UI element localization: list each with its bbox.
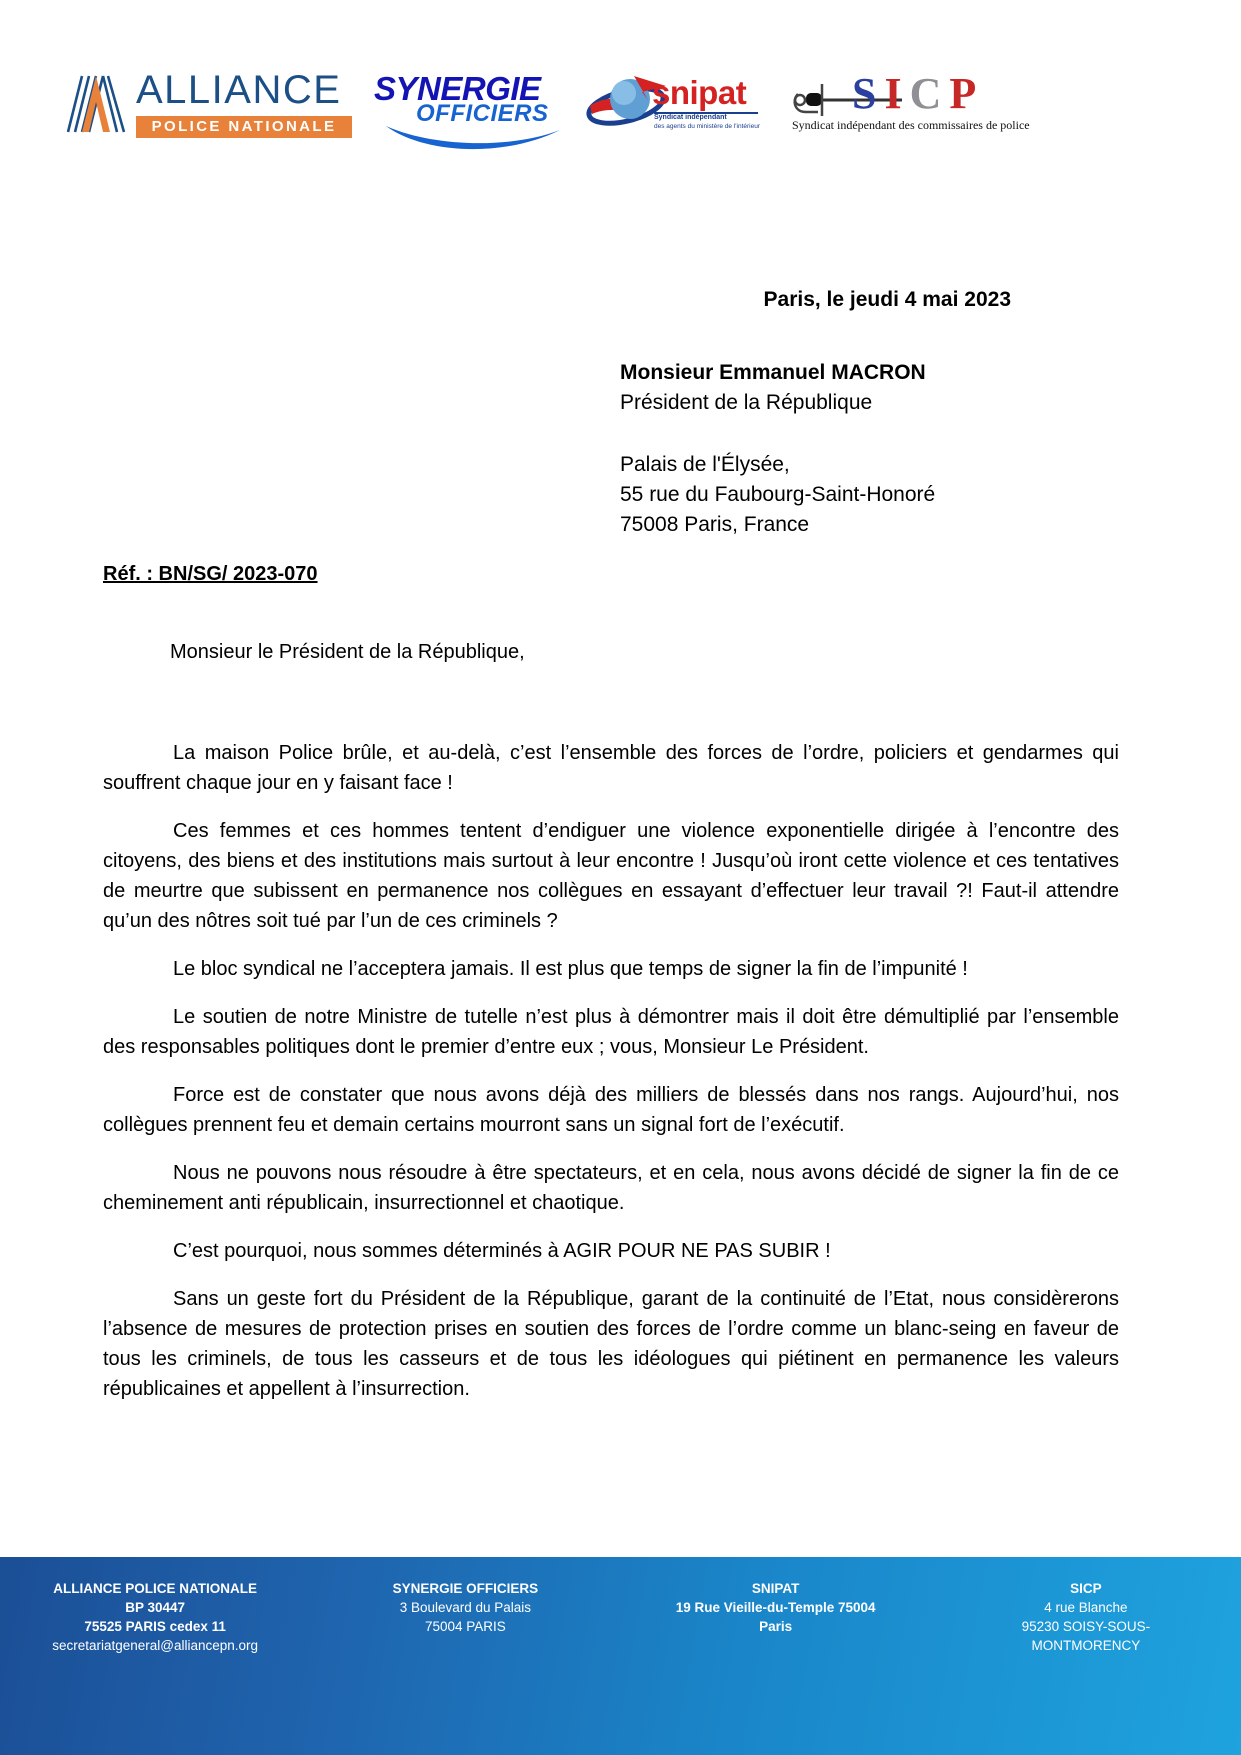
logo-bar: [0, 62, 1241, 162]
footer-column-synergie: [310, 1579, 620, 1636]
snipat-logo: [586, 64, 766, 144]
sicp-subtitle: Syndicat indépendant des commissaires de police: [792, 118, 1030, 132]
footer-address-line: Paris: [759, 1619, 793, 1634]
body-paragraph: La maison Police brûle, et au-delà, c’est l’ensemble des forces de l’ordre, policiers et gendarmes qui souffrent chaque jour en y faisant face !: [103, 742, 1119, 794]
footer-address-line: 4 rue Blanche: [1044, 1600, 1128, 1615]
footer-email[interactable]: secretariatgeneral@alliancepn.org: [52, 1638, 259, 1653]
footer-address-line: 3 Boulevard du Palais: [399, 1600, 532, 1615]
footer-address-line: 95230 SOISY-SOUS-: [1021, 1619, 1151, 1634]
sicp-logo: [792, 68, 1042, 146]
body-paragraph: Ces femmes et ces hommes tentent d’endiguer une violence exponentielle dirigée à l’encontre des citoyens, des biens et des institutions mais surtout à leur encontre ! Jusqu’où iront cette violence et ces tentatives de meurtre que subissent en permanence nos collègues en essayant d’effectuer leur travail ?! Faut-il attendre qu’un des nôtres soit tué par l’un de ces criminels ?: [103, 820, 1119, 932]
footer-address-line: 75525 PARIS cedex 11: [84, 1619, 226, 1634]
alliance-police-nationale-logo: [62, 62, 352, 144]
synergie-subtitle: OFFICIERS: [416, 100, 549, 127]
body-paragraph: C’est pourquoi, nous sommes déterminés à AGIR POUR NE PAS SUBIR !: [173, 1240, 831, 1262]
recipient-name: Monsieur Emmanuel MACRON: [620, 361, 926, 384]
footer-org-name: SICP: [1070, 1581, 1102, 1596]
footer-address-line: 19 Rue Vieille-du-Temple 75004: [675, 1600, 876, 1615]
alliance-subtitle: POLICE NATIONALE: [136, 116, 352, 138]
footer-org-name: SYNERGIE OFFICIERS: [392, 1581, 539, 1596]
footer-address-line: BP 30447: [125, 1600, 186, 1615]
footer-band: [0, 1557, 1241, 1755]
recipient-title: Président de la République: [620, 391, 873, 414]
sicp-letter-s: S: [852, 69, 885, 118]
body-paragraph: Le bloc syndical ne l’acceptera jamais. Il est plus que temps de signer la fin de l’impunité !: [173, 958, 968, 980]
letter-date: Paris, le jeudi 4 mai 2023: [763, 288, 1011, 311]
snipat-subtitle-line1: Syndicat indépendant: [654, 114, 727, 121]
alliance-wordmark: ALLIANCE: [136, 68, 342, 112]
footer-column-alliance: [0, 1579, 310, 1655]
footer-address-line: MONTMORENCY: [1031, 1638, 1141, 1653]
sicp-letter-i: I: [884, 69, 910, 118]
synergie-wordmark: SYNERGIE: [374, 70, 541, 107]
synergie-swoosh-icon: [384, 124, 564, 154]
footer-org-name: ALLIANCE POLICE NATIONALE: [53, 1581, 257, 1596]
sicp-letter-c: C: [909, 69, 950, 118]
footer-column-sicp: [931, 1579, 1241, 1655]
sicp-letter-p: P: [949, 69, 985, 118]
synergie-officiers-logo: [374, 62, 564, 154]
alliance-chevron-icon: [62, 72, 130, 134]
body-paragraph: Le soutien de notre Ministre de tutelle n’est plus à démontrer mais il doit être démultiplié par l’ensemble des responsables politiques dont le premier d’entre eux ; vous, Monsieur Le Président.: [103, 1006, 1119, 1058]
body-paragraph: Nous ne pouvons nous résoudre à être spectateurs, et en cela, nous avons décidé de signer la fin de ce cheminement anti républicain, insurrectionnel et chaotique.: [103, 1162, 1119, 1214]
footer-org-name: SNIPAT: [751, 1581, 800, 1596]
snipat-subtitle-line2: des agents du ministère de l'intérieur: [654, 123, 761, 130]
body-paragraph: Force est de constater que nous avons déjà des milliers de blessés dans nos rangs. Aujourd’hui, nos collègues prennent feu et demain certains mourront sans un signal fort de l’exécutif.: [103, 1084, 1119, 1136]
snipat-wordmark: snipat: [652, 74, 747, 111]
reference-number: Réf. : BN/SG/ 2023-070: [103, 563, 318, 585]
recipient-address-line-1: Palais de l'Élysée,: [620, 453, 790, 476]
letter-body: [103, 738, 1119, 1404]
footer-column-snipat: [621, 1579, 931, 1636]
body-paragraph: Sans un geste fort du Président de la République, garant de la continuité de l’Etat, nous considèrerons l’absence de mesures de protection prises en soutien des forces de l’ordre comme un blanc-seing en faveur de tous les criminels, de tous les casseurs et de tous les idéologues qui piétinent en permanence les valeurs républicaines et appellent à l’insurrection.: [103, 1288, 1119, 1400]
recipient-block: [620, 358, 935, 540]
footer-address-line: 75004 PARIS: [424, 1619, 506, 1634]
recipient-address-line-3: 75008 Paris, France: [620, 513, 810, 536]
sicp-wordmark: [852, 70, 984, 118]
salutation: Monsieur le Président de la République,: [170, 641, 525, 663]
recipient-address-line-2: 55 rue du Faubourg-Saint-Honoré: [620, 483, 936, 506]
